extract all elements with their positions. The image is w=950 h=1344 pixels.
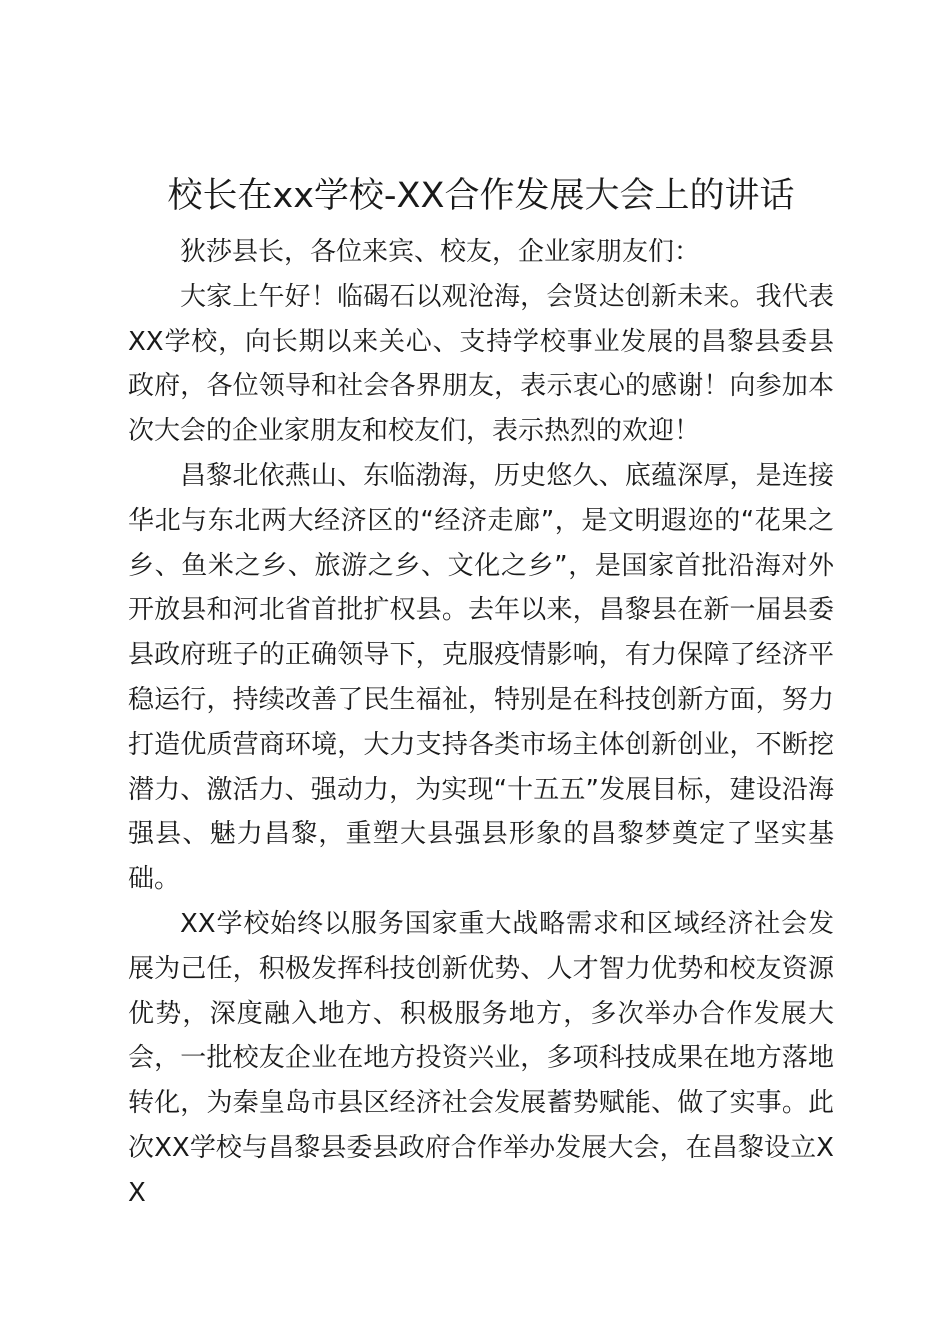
school-service-paragraph: XX学校始终以服务国家重大战略需求和区域经济社会发展为己任，积极发挥科技创新优势、人才智力优势和校友资源优势，深度融入地方、积极服务地方，多次举办合作发展大会，一批校友企业在地方投资兴业，多项科技成果在地方落地转化，为秦皇岛市县区经济社会发展蓄势赋能、做了实事。此次XX学校与昌黎县委县政府合作举办发展大会，在昌黎设立XX — [128, 908, 834, 1208]
document-title: 校长在xx学校-XX合作发展大会上的讲话 — [167, 176, 795, 216]
greeting-paragraph: 大家上午好！临碣石以观沧海，会贤达创新未来。我代表XX学校，向长期以来关心、支持学校事业发展的昌黎县委县政府，各位领导和社会各界朋友，表示衷心的感谢！向参加本次大会的企业家朋友和校友们，表示热烈的欢迎！ — [128, 281, 834, 447]
salutation-paragraph: 狄莎县长，各位来宾、校友，企业家朋友们： — [180, 237, 701, 267]
changli-intro-paragraph: 昌黎北依燕山、东临渤海，历史悠久、底蕴深厚，是连接华北与东北两大经济区的“经济走廊”，是文明遐迩的“花果之乡、鱼米之乡、旅游之乡、文化之乡”，是国家首批沿海对外开放县和河北省首批扩权县。去年以来，昌黎县在新一届县委县政府班子的正确领导下，克服疫情影响，有力保障了经济平稳运行，持续改善了民生福祉，特别是在科技创新方面，努力打造优质营商环境，大力支持各类市场主体创新创业，不断挖潜力、激活力、强动力，为实现“十五五”发展目标，建设沿海强县、魅力昌黎，重塑大县强县形象的昌黎梦奠定了坚实基础。 — [128, 460, 834, 895]
document-body — [128, 170, 834, 1216]
